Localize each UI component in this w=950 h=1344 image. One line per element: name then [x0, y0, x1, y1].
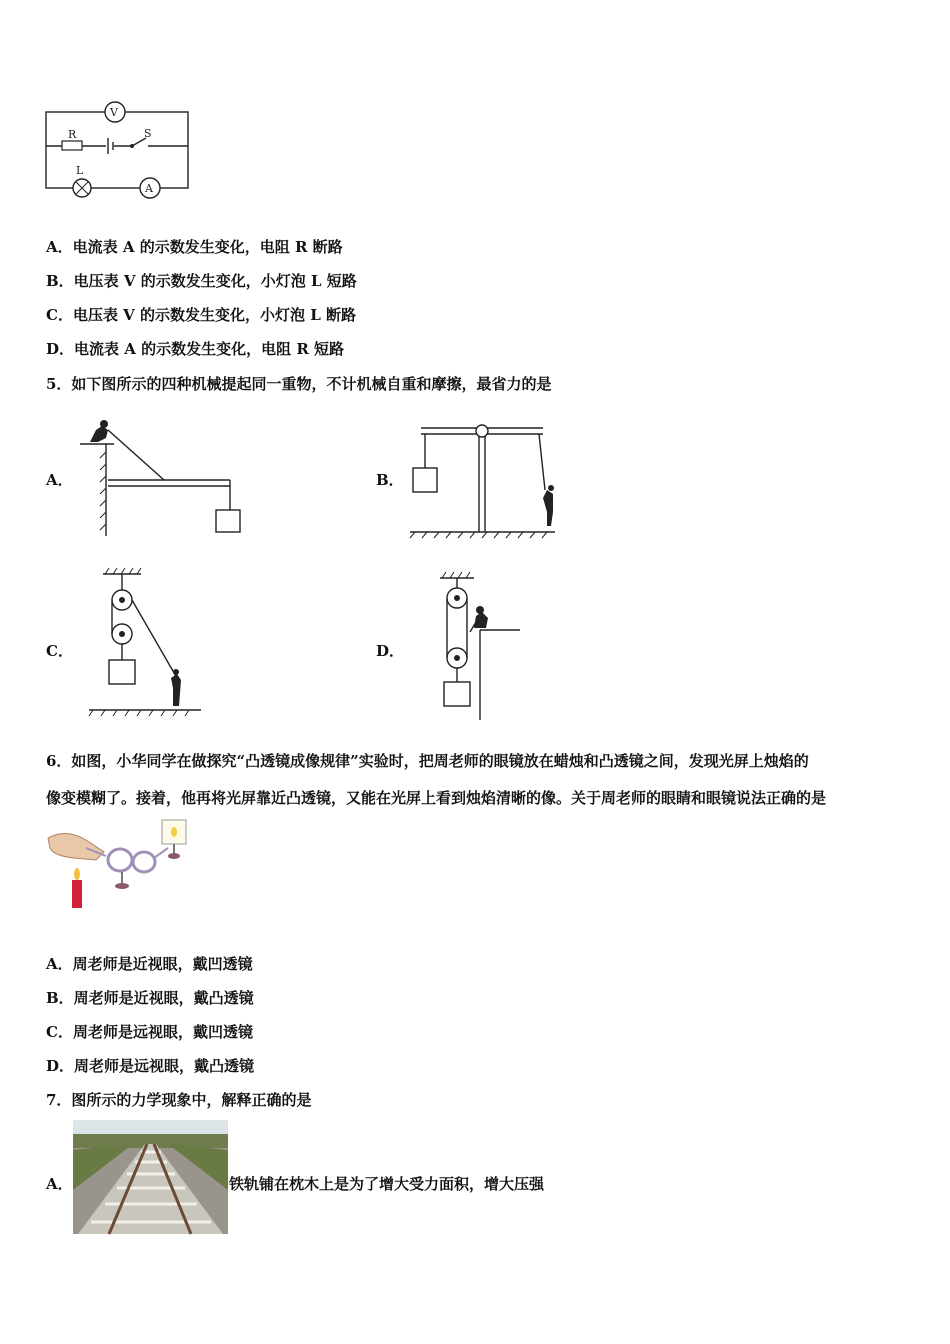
q6-option-d: D．周老师是远视眼，戴凸透镜 [46, 1057, 255, 1075]
circuit-diagram [40, 96, 200, 200]
pulley-figure-d [430, 572, 530, 722]
ammeter-label: A [145, 182, 153, 195]
q6-option-a: A．周老师是近视眼，戴凹透镜 [46, 955, 253, 973]
switch-label: S [144, 127, 152, 140]
q4-option-b: B．电压表 V 的示数发生变化，小灯泡 L 短路 [46, 272, 357, 290]
lever-figure [80, 408, 250, 538]
q5-label-c: C． [46, 642, 73, 660]
q4-option-c: C．电压表 V 的示数发生变化，小灯泡 L 断路 [46, 306, 357, 324]
lens-experiment-illustration [46, 818, 196, 918]
resistor-label: R [68, 128, 77, 141]
q5-label-a: A． [46, 471, 73, 489]
lamp-label: L [76, 164, 84, 177]
q4-option-d: D．电流表 A 的示数发生变化，电阻 R 短路 [46, 340, 345, 358]
q6-option-c: C．周老师是远视眼，戴凹透镜 [46, 1023, 253, 1041]
q5-stem: 5．如下图所示的四种机械提起同一重物，不计机械自重和摩擦，最省力的是 [46, 375, 552, 393]
q7-stem: 7．图所示的力学现象中，解释正确的是 [46, 1091, 312, 1109]
q7-option-a-label: A． [46, 1175, 73, 1193]
q5-label-d: D． [376, 642, 405, 660]
q7-option-a-text: 铁轨铺在枕木上是为了增大受力面积，增大压强 [229, 1175, 545, 1193]
q5-label-b: B． [376, 471, 404, 489]
q4-option-a: A．电流表 A 的示数发生变化，电阻 R 断路 [46, 238, 343, 256]
q6-option-b: B．周老师是近视眼，戴凸透镜 [46, 989, 254, 1007]
voltmeter-label: V [110, 106, 118, 119]
pulley-figure-c [85, 568, 225, 720]
railway-track-photo [73, 1120, 228, 1234]
balance-figure [405, 408, 565, 540]
q6-stem-line2: 像变模糊了。接着，他再将光屏靠近凸透镜，又能在光屏上看到烛焰清晰的像。关于周老师的眼睛和眼镜说法正确的是 [46, 789, 827, 807]
q6-stem-line1: 6．如图，小华同学在做探究“凸透镜成像规律”实验时，把周老师的眼镜放在蜡烛和凸透镜之间，发现光屏上烛焰的 [46, 752, 809, 770]
